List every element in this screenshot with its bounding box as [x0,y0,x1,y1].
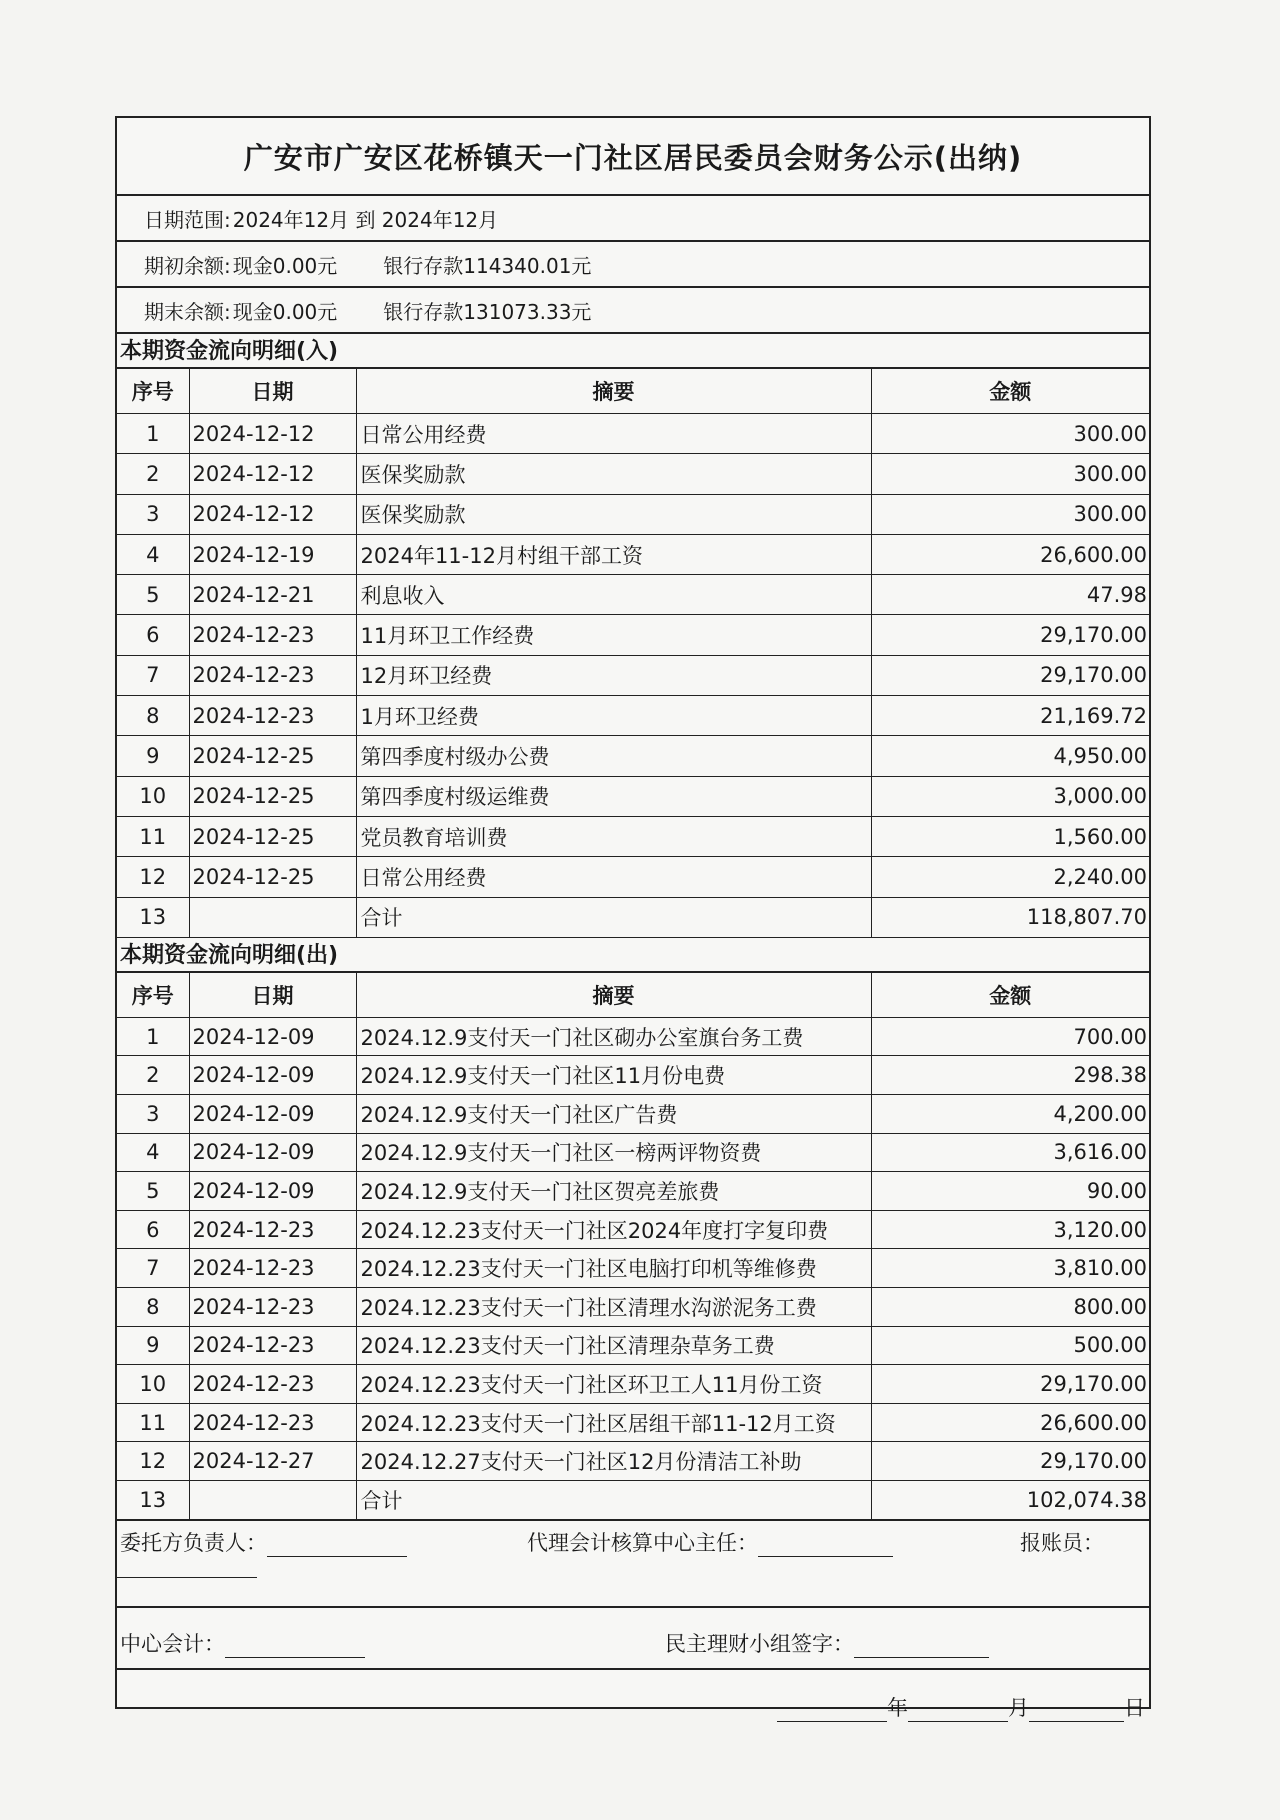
desc-cell: 日常公用经费 [356,414,871,454]
signature-row-2 [117,1608,1149,1670]
amount-cell: 800.00 [871,1288,1149,1327]
desc-cell: 党员教育培训费 [356,816,871,856]
opening-bank: 银行存款114340.01元 [383,253,592,278]
desc-cell: 2024.12.9支付天一门社区贺亮差旅费 [356,1172,871,1211]
desc-cell: 2024.12.9支付天一门社区广告费 [356,1095,871,1134]
table-row [117,1480,1149,1519]
day-label: 日 [1124,1695,1145,1720]
date-cell: 2024-12-09 [189,1172,356,1211]
finance-group-sign [665,1628,989,1658]
desc-cell: 2024.12.23支付天一门社区清理杂草务工费 [356,1326,871,1365]
expense-header-row [117,973,1149,1018]
amount-cell: 298.38 [871,1056,1149,1095]
seq-cell: 12 [117,857,189,897]
seq-cell: 1 [117,1017,189,1056]
closing-balance-row [117,288,1149,334]
desc-cell: 合计 [356,1480,871,1519]
desc-cell: 1月环卫经费 [356,696,871,736]
amount-cell: 3,616.00 [871,1133,1149,1172]
amount-cell: 300.00 [871,454,1149,494]
amount-cell: 300.00 [871,494,1149,534]
table-row [117,1095,1149,1134]
date-range-row [117,196,1149,242]
amount-cell: 29,170.00 [871,1442,1149,1481]
date-cell: 2024-12-25 [189,857,356,897]
date-cell: 2024-12-23 [189,1403,356,1442]
finance-notice-sheet [115,116,1151,1720]
date-cell: 2024-12-09 [189,1056,356,1095]
amount-cell: 47.98 [871,575,1149,615]
table-row [117,1133,1149,1172]
desc-cell: 医保奖励款 [356,454,871,494]
finance-group-label: 民主理财小组签字： [665,1631,854,1656]
table-row [117,696,1149,736]
table-row [117,897,1149,937]
amount-cell: 118,807.70 [871,897,1149,937]
center-director-label: 代理会计核算中心主任： [527,1530,758,1555]
date-cell: 2024-12-12 [189,494,356,534]
amount-cell: 300.00 [871,414,1149,454]
table-row [117,454,1149,494]
amount-cell: 500.00 [871,1326,1149,1365]
date-cell: 2024-12-09 [189,1017,356,1056]
table-row [117,1017,1149,1056]
date-cell [189,897,356,937]
date-cell: 2024-12-23 [189,1288,356,1327]
opening-cash: 现金0.00元 [232,253,338,278]
desc-cell: 2024.12.23支付天一门社区2024年度打字复印费 [356,1210,871,1249]
seq-cell: 9 [117,1326,189,1365]
date-cell [189,1480,356,1519]
center-director-sign [527,1527,893,1557]
signature-row-1 [117,1520,1149,1608]
date-sign [777,1692,1145,1722]
table-row [117,655,1149,695]
center-director-line [758,1534,893,1557]
center-accountant-label: 中心会计： [120,1631,225,1656]
table-row [117,1288,1149,1327]
amount-cell: 3,000.00 [871,776,1149,816]
table-row [117,1249,1149,1288]
seq-cell: 11 [117,816,189,856]
date-cell: 2024-12-23 [189,696,356,736]
income-header-row [117,369,1149,414]
header-amount: 金额 [871,369,1149,414]
table-row [117,1172,1149,1211]
date-cell: 2024-12-19 [189,534,356,574]
date-range-label: 日期范围: [144,207,231,232]
opening-balance-row [117,242,1149,288]
desc-cell: 2024.12.23支付天一门社区电脑打印机等维修费 [356,1249,871,1288]
seq-cell: 6 [117,1210,189,1249]
table-row [117,1056,1149,1095]
year-label: 年 [887,1695,908,1720]
client-head-line [267,1534,407,1557]
opening-balance-label: 期初余额: [144,253,231,278]
desc-cell: 2024.12.9支付天一门社区11月份电费 [356,1056,871,1095]
header-desc: 摘要 [356,369,871,414]
seq-cell: 3 [117,494,189,534]
desc-cell: 合计 [356,897,871,937]
table-row [117,414,1149,454]
income-section-title: 本期资金流向明细(入) [117,334,1149,369]
income-table [117,369,1149,938]
header-seq: 序号 [117,973,189,1018]
amount-cell: 3,120.00 [871,1210,1149,1249]
desc-cell: 2024.12.23支付天一门社区环卫工人11月份工资 [356,1365,871,1404]
reimburser-label: 报账员： [1020,1530,1104,1555]
month-line [908,1699,1008,1722]
table-row [117,575,1149,615]
table-row [117,1442,1149,1481]
desc-cell: 2024.12.23支付天一门社区清理水沟淤泥务工费 [356,1288,871,1327]
date-cell: 2024-12-23 [189,1210,356,1249]
expense-table [117,973,1149,1520]
amount-cell: 29,170.00 [871,1365,1149,1404]
date-cell: 2024-12-09 [189,1095,356,1134]
closing-balance-label: 期末余额: [144,299,231,324]
seq-cell: 7 [117,655,189,695]
seq-cell: 6 [117,615,189,655]
desc-cell: 利息收入 [356,575,871,615]
amount-cell: 90.00 [871,1172,1149,1211]
desc-cell: 2024.12.27支付天一门社区12月份清洁工补助 [356,1442,871,1481]
date-sign-row [117,1670,1149,1728]
seq-cell: 11 [117,1403,189,1442]
date-cell: 2024-12-12 [189,414,356,454]
seq-cell: 5 [117,1172,189,1211]
seq-cell: 8 [117,1288,189,1327]
closing-cash: 现金0.00元 [232,299,338,324]
day-line [1029,1699,1124,1722]
desc-cell: 2024.12.9支付天一门社区一榜两评物资费 [356,1133,871,1172]
table-row [117,1403,1149,1442]
date-cell: 2024-12-23 [189,1249,356,1288]
document-title: 广安市广安区花桥镇天一门社区居民委员会财务公示(出纳) [117,118,1149,196]
desc-cell: 12月环卫经费 [356,655,871,695]
month-label: 月 [1008,1695,1029,1720]
table-row [117,857,1149,897]
desc-cell: 2024年11-12月村组干部工资 [356,534,871,574]
client-head-sign [120,1527,407,1557]
table-row [117,776,1149,816]
date-cell: 2024-12-23 [189,1365,356,1404]
amount-cell: 2,240.00 [871,857,1149,897]
date-cell: 2024-12-23 [189,615,356,655]
seq-cell: 13 [117,1480,189,1519]
date-cell: 2024-12-12 [189,454,356,494]
center-accountant-line [225,1635,365,1658]
seq-cell: 9 [117,736,189,776]
header-date: 日期 [189,369,356,414]
amount-cell: 700.00 [871,1017,1149,1056]
amount-cell: 102,074.38 [871,1480,1149,1519]
reimburser-sign [1020,1527,1104,1557]
table-row [117,816,1149,856]
desc-cell: 2024.12.9支付天一门社区砌办公室旗台务工费 [356,1017,871,1056]
table-row [117,494,1149,534]
seq-cell: 5 [117,575,189,615]
seq-cell: 8 [117,696,189,736]
table-row [117,1365,1149,1404]
desc-cell: 日常公用经费 [356,857,871,897]
table-row [117,736,1149,776]
date-cell: 2024-12-21 [189,575,356,615]
header-desc: 摘要 [356,973,871,1018]
amount-cell: 4,950.00 [871,736,1149,776]
date-cell: 2024-12-25 [189,816,356,856]
header-date: 日期 [189,973,356,1018]
desc-cell: 2024.12.23支付天一门社区居组干部11-12月工资 [356,1403,871,1442]
seq-cell: 7 [117,1249,189,1288]
amount-cell: 29,170.00 [871,655,1149,695]
seq-cell: 10 [117,1365,189,1404]
amount-cell: 3,810.00 [871,1249,1149,1288]
expense-section-title: 本期资金流向明细(出) [117,938,1149,973]
year-line [777,1699,887,1722]
date-cell: 2024-12-25 [189,736,356,776]
desc-cell: 11月环卫工作经费 [356,615,871,655]
seq-cell: 1 [117,414,189,454]
table-row [117,534,1149,574]
header-amount: 金额 [871,973,1149,1018]
amount-cell: 26,600.00 [871,1403,1149,1442]
center-accountant-sign [120,1628,365,1658]
date-cell: 2024-12-09 [189,1133,356,1172]
seq-cell: 2 [117,1056,189,1095]
seq-cell: 13 [117,897,189,937]
table-row [117,1326,1149,1365]
finance-group-line [854,1635,989,1658]
amount-cell: 26,600.00 [871,534,1149,574]
seq-cell: 2 [117,454,189,494]
table-row [117,615,1149,655]
seq-cell: 4 [117,1133,189,1172]
amount-cell: 29,170.00 [871,615,1149,655]
closing-bank: 银行存款131073.33元 [383,299,592,324]
seq-cell: 4 [117,534,189,574]
header-seq: 序号 [117,369,189,414]
seq-cell: 10 [117,776,189,816]
table-row [117,1210,1149,1249]
date-cell: 2024-12-27 [189,1442,356,1481]
row1-left-underline [117,1577,257,1578]
date-range-value: 2024年12月 到 2024年12月 [232,207,499,232]
desc-cell: 第四季度村级运维费 [356,776,871,816]
date-cell: 2024-12-25 [189,776,356,816]
client-head-label: 委托方负责人： [120,1530,267,1555]
amount-cell: 1,560.00 [871,816,1149,856]
amount-cell: 4,200.00 [871,1095,1149,1134]
desc-cell: 医保奖励款 [356,494,871,534]
date-cell: 2024-12-23 [189,655,356,695]
seq-cell: 12 [117,1442,189,1481]
desc-cell: 第四季度村级办公费 [356,736,871,776]
date-cell: 2024-12-23 [189,1326,356,1365]
seq-cell: 3 [117,1095,189,1134]
amount-cell: 21,169.72 [871,696,1149,736]
